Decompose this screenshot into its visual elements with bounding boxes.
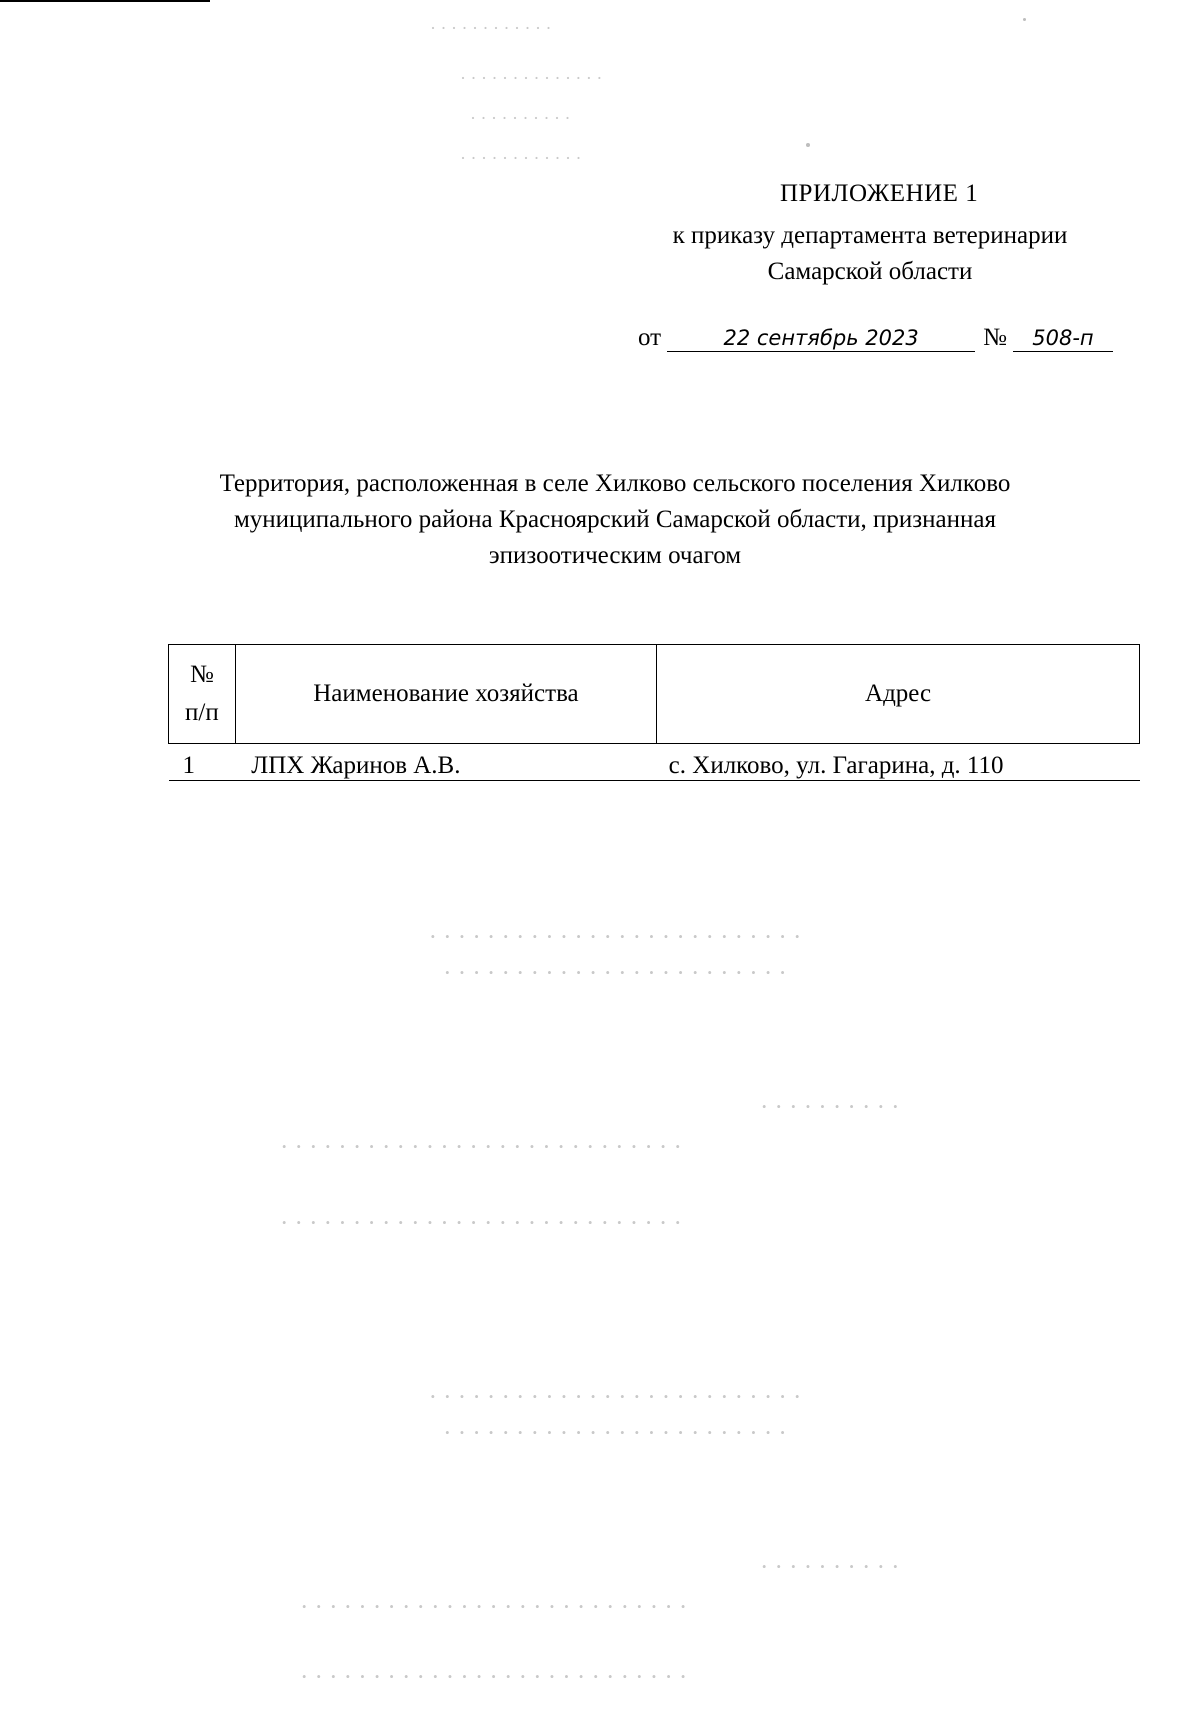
order-date-handwritten: 22 сентябрь 2023 <box>667 326 975 352</box>
header-number <box>169 645 236 744</box>
farms-table <box>168 644 1140 781</box>
document-title <box>120 466 1110 574</box>
document-title-line: муниципального района Красноярский Самарской области, признанная <box>233 506 997 533</box>
row-number: 1 <box>169 744 236 781</box>
order-line <box>638 324 1113 352</box>
bleed-through-text: · · · · · · · · · · · · · · · · · · · · · · · · · · · · <box>280 1134 682 1161</box>
bleed-through-text: · · · · · · · · · · <box>760 1554 900 1581</box>
bleed-through-text: · · · · · · · · · · · · · · · · · · · · · · · · · · · <box>300 1594 688 1621</box>
scan-speck <box>806 143 810 147</box>
scan-edge-line <box>0 0 210 2</box>
bleed-through-text: · · · · · · · · · · · · · · · · · · · · · · · · <box>443 960 787 987</box>
bleed-through-text: · · · · · · · · · · · · · · · · · · · · · · · · · · <box>428 1384 802 1411</box>
bleed-through-text: · · · · · · · · · · · · <box>460 148 582 168</box>
document-title-line: Территория, расположенная в селе Хилково сельского поселения Хилково <box>219 470 1011 497</box>
order-number-label: № <box>983 324 1007 351</box>
bleed-through-text: · · · · · · · · · · <box>760 1094 900 1121</box>
header-number-abbrev: п/п <box>185 699 219 726</box>
bleed-through-text: · · · · · · · · · · · · · · · · · · · · · · · · <box>443 1420 787 1447</box>
bleed-through-text: · · · · · · · · · · · · · · · · · · · · · · · · · · <box>428 924 802 951</box>
header-farm-name: Наименование хозяйства <box>235 645 656 744</box>
appendix-title: ПРИЛОЖЕНИЕ 1 <box>780 180 979 207</box>
appendix-reference-line: к приказу департамента ветеринарии <box>672 222 1068 249</box>
bleed-through-text: · · · · · · · · · · · · · · <box>460 68 603 88</box>
order-from-label: от <box>638 324 662 351</box>
order-number-handwritten: 508-п <box>1013 326 1113 352</box>
header-address: Адрес <box>657 645 1140 744</box>
bleed-through-text: · · · · · · · · · · · · · · · · · · · · · · · · · · · · <box>280 1210 682 1237</box>
bleed-through-text: · · · · · · · · · · · · · · · · · · · · · · · · · · · <box>300 1664 688 1691</box>
scan-speck <box>1023 18 1026 21</box>
bleed-through-text: · · · · · · · · · · · · <box>430 18 552 38</box>
header-number-symbol: № <box>189 661 214 688</box>
appendix-region-line: Самарской области <box>767 258 973 285</box>
row-address: с. Хилково, ул. Гагарина, д. 110 <box>657 744 1140 781</box>
row-farm-name: ЛПХ Жаринов А.В. <box>235 744 656 781</box>
document-title-line: эпизоотическим очагом <box>488 542 742 569</box>
bleed-through-text: · · · · · · · · · · <box>470 108 571 128</box>
table-row <box>169 744 1140 781</box>
table-header-row <box>169 645 1140 744</box>
